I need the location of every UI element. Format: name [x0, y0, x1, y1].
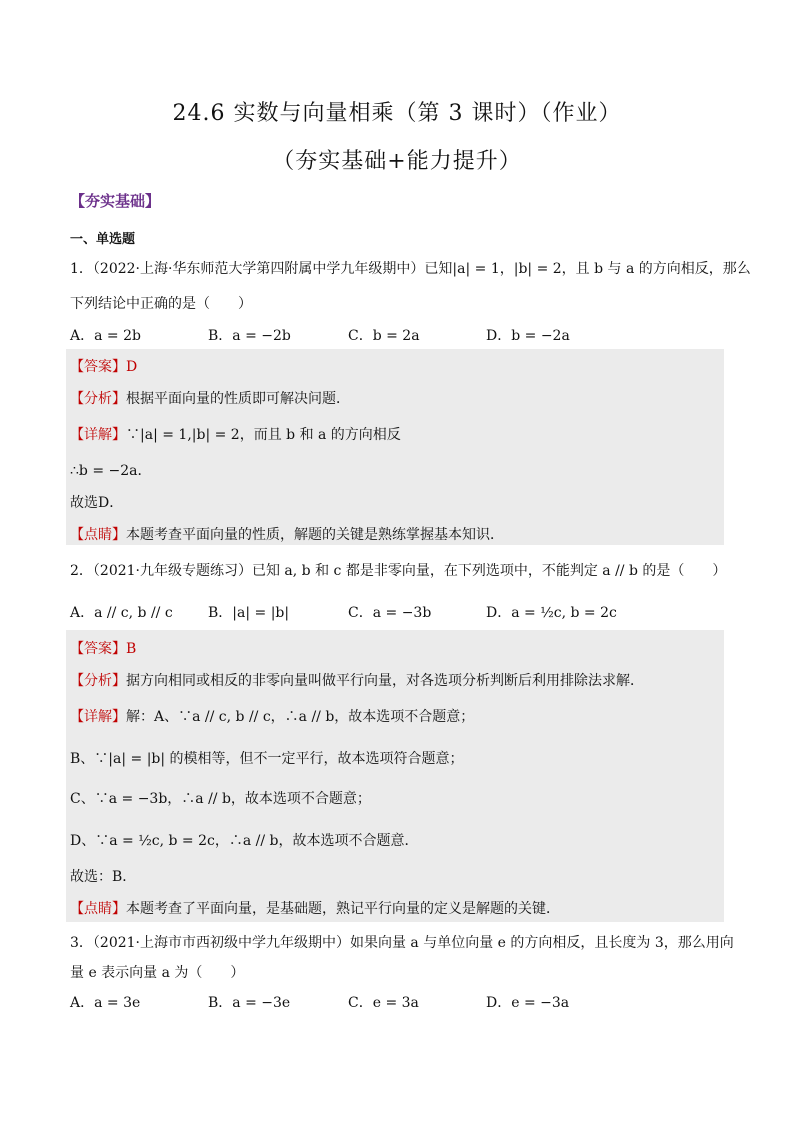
q1-option-a: A．a = 2b	[70, 328, 141, 344]
analysis-tag: 【分析】	[70, 673, 126, 689]
q2-option-c: C．a = −3b	[348, 605, 432, 621]
section-heading: 一、单选题	[70, 232, 136, 247]
comment-text: 本题考查平面向量的性质，解题的关键是熟练掌握基本知识．	[126, 527, 504, 543]
q3-option-a: A．a = 3e	[70, 995, 141, 1011]
analysis-text: 据方向相同或相反的非零向量叫做平行向量，对各选项分析判断后利用排除法求解．	[126, 673, 644, 689]
answer-tag: 【答案】	[70, 641, 126, 657]
q2-choice: 故选：B．	[70, 869, 137, 885]
comment-tag: 【点睛】	[70, 527, 126, 543]
comment-text: 本题考查了平面向量，是基础题，熟记平行向量的定义是解题的关键．	[126, 901, 560, 917]
q3-option-b: B．a = −3e	[208, 995, 291, 1011]
q3-stem-line1: 3．（2021·上海市市西初级中学九年级期中）如果向量 a 与单位向量 e 的方向相反，且长度为 3，那么用向	[70, 935, 734, 951]
q3-stem-line2: 量 e 表示向量 a 为（ ）	[70, 965, 245, 981]
page-subtitle: （夯实基础+能力提升）	[272, 149, 522, 174]
q2-stem: 2．（2021·九年级专题练习）已知 a, b 和 c 都是非零向量，在下列选项中，不能判定 a // b 的是（ ）	[70, 563, 727, 579]
detail-tag: 【详解】	[70, 427, 126, 443]
analysis-tag: 【分析】	[70, 391, 126, 407]
q3-option-c: C．e = 3a	[348, 995, 419, 1011]
comment-tag: 【点睛】	[70, 901, 126, 917]
q2-detail-c: C、∵a = −3b，∴a // b，故本选项不合题意；	[70, 791, 371, 807]
q1-detail	[70, 424, 401, 444]
q2-analysis	[70, 670, 644, 690]
q2-comment	[70, 898, 560, 918]
q1-stem-line2: 下列结论中正确的是（ ）	[70, 296, 252, 312]
q2-option-d: D．a = ½c, b = 2c	[486, 605, 617, 621]
q2-option-a: A．a // c, b // c	[70, 605, 173, 621]
section-tag: 【夯实基础】	[70, 192, 161, 210]
q2-option-b: B．|a| = |b|	[208, 605, 290, 621]
q2-detail-a	[70, 706, 474, 726]
detail-tag: 【详解】	[70, 709, 126, 725]
q1-choice: 故选D．	[70, 495, 124, 511]
q1-detail-line2: ∴b = −2a．	[70, 463, 152, 479]
q1-option-c: C．b = 2a	[348, 328, 420, 344]
q1-analysis	[70, 388, 350, 408]
q1-stem-line1: 1．（2022·上海·华东师范大学第四附属中学九年级期中）已知|a| = 1，|b| = 2，且 b 与 a 的方向相反，那么	[70, 261, 751, 277]
q1-option-d: D．b = −2a	[486, 328, 570, 344]
q1-option-b: B．a = −2b	[208, 328, 291, 344]
analysis-text: 根据平面向量的性质即可解决问题．	[126, 391, 350, 407]
q2-detail-b: B、∵|a| = |b| 的模相等，但不一定平行，故本选项符合题意；	[70, 751, 464, 767]
detail-text: 解：A、∵a // c, b // c，∴a // b，故本选项不合题意；	[126, 709, 475, 725]
q1-comment	[70, 524, 504, 544]
answer-tag: 【答案】	[70, 359, 126, 375]
q2-answer	[70, 638, 136, 658]
answer-value: D	[126, 359, 138, 375]
q3-option-d: D．e = −3a	[486, 995, 570, 1011]
q1-answer	[70, 356, 137, 376]
q2-detail-d: D、∵a = ½c, b = 2c，∴a // b，故本选项不合题意．	[70, 833, 419, 849]
page-title: 24.6 实数与向量相乘（第 3 课时）（作业）	[172, 101, 622, 126]
q1-answer-block	[66, 349, 724, 545]
answer-value: B	[126, 641, 137, 657]
detail-text: ∵|a| = 1,|b| = 2，而且 b 和 a 的方向相反	[126, 427, 401, 443]
